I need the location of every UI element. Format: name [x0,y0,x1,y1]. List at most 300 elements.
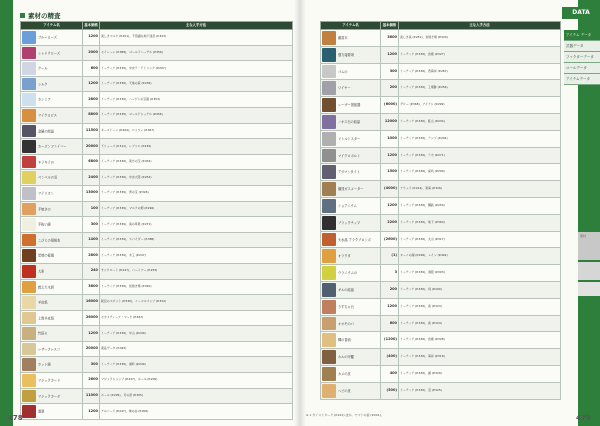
item-price: 300 [83,357,100,373]
item-name: ブルーローズ [38,35,57,40]
item-price: 2800 [83,248,100,264]
item-name: 燃えた木屑 [38,284,54,289]
table-row [321,382,561,399]
item-name: ギルの結晶 [338,287,354,292]
item-source: ミーティア (P.339)、港町 (P.240) [100,357,293,373]
item-price: (1) [381,248,399,265]
item-price: 26000 [83,310,100,326]
item-name: オラクタ [338,254,351,259]
item-price: 1200 [83,404,100,420]
item-name-cell [321,147,381,164]
item-source: セイレーン (P.388)、ゴールドハーデル (P.356) [100,45,293,61]
item-name-cell [321,30,381,47]
section-title-text: 素材の精査 [28,12,61,20]
item-name: ゴムの [338,69,348,74]
item-name-cell [21,201,83,217]
item-thumbnail-icon [322,216,336,230]
item-price: 200 [381,281,399,298]
item-price: 2600 [83,373,100,389]
item-thumbnail-icon [22,78,36,91]
table-row [21,326,293,342]
item-name: レーザー発振器 [338,103,361,108]
item-price: (6000) [381,97,399,114]
item-name: 竹笹セ [38,331,48,336]
side-nav-item[interactable]: 武器データ [564,41,600,52]
item-thumbnail-icon [322,350,336,364]
item-name-cell [21,107,83,123]
item-name: 羊皮紙 [38,300,48,305]
item-price: 20000 [83,341,100,357]
item-name: 翡翠 [38,409,45,414]
item-source: ドリューズ (P.311)、レプリエ (P.245) [100,139,293,155]
item-thumbnail-icon [22,31,36,44]
item-name: 芋焼きの [38,206,51,211]
item-name-cell [321,63,381,80]
item-price: 1200 [83,326,100,342]
item-name: 炭焼の板端 [38,253,54,258]
item-name-cell [321,248,381,265]
table-row [321,97,561,114]
item-thumbnail-icon [22,156,36,169]
item-source: ミーティア (P.339)、森 (P.323) [399,298,561,315]
table-row [21,279,293,295]
header-price: 基本価格 [83,22,100,30]
item-name-cell [321,231,381,248]
item-name-cell [21,388,83,404]
item-source: ミーティア (P.339)、ハーゲンの宝箱 (P.353) [100,92,293,108]
item-source: ミーティア (P.339)、東方の宝 (P.432) [100,154,293,170]
item-source: ミーティア (P.339)、海岸 (P.318) [399,349,561,366]
item-name-cell [21,185,83,201]
item-name: マテリオン [38,191,54,196]
item-name-cell [21,217,83,233]
item-thumbnail-icon [322,300,336,314]
item-source: ミーティア (P.339)、マルクの畑 (P.296) [100,201,293,217]
item-name-cell [21,61,83,77]
table-row [321,365,561,382]
item-source: ミーティア (P.339)、火山 (P.317) [399,231,561,248]
table-row [321,315,561,332]
item-name: マイクロボルト [338,153,361,158]
item-source: ミーティア (P.339)、鉱山 (P.234) [399,113,561,130]
item-source: ミーティア (P.339)、洞窟 (P.303) [399,265,561,282]
item-source: ミーティア (P.339)、ランプ (P.204) [399,130,561,147]
item-name: りすちゃ台 [338,304,354,309]
item-name-cell [321,365,381,382]
item-thumbnail-icon [22,296,36,309]
item-price: 2800 [83,92,100,108]
item-name-cell [321,349,381,366]
item-price: (500) [381,382,399,399]
item-name: ヘビの皮 [338,388,351,393]
item-name: マジックカーボ [38,393,61,398]
item-price: 1200 [83,30,100,46]
item-source: サンクロート (P.247)、パートナー (P.255) [100,263,293,279]
item-price: 1000 [381,130,399,147]
item-name: ワイヤー [338,86,351,91]
item-price: 11000 [83,388,100,404]
item-source: 秘密のスポット (P.530)、ノーマルマップ (P.334) [100,295,293,311]
item-name: 上質羊皮紙 [38,315,54,320]
table-header-row [321,22,561,30]
item-price: 1400 [83,232,100,248]
item-price: 300 [381,63,399,80]
item-name-cell [21,357,83,373]
table-row [21,217,293,233]
table-row [21,170,293,186]
item-price: 200 [381,80,399,97]
item-source: ミーティア (P.339)、青の宝 (P.326) [100,185,293,201]
item-source: ホール (P.205)、月の祭 (P.305) [100,388,293,404]
item-thumbnail-icon [322,317,336,331]
item-price: 3 [381,265,399,282]
item-name-cell [321,382,381,399]
table-row [21,154,293,170]
table-row [321,231,561,248]
table-row [21,295,293,311]
item-thumbnail-icon [322,115,336,129]
side-nav-item[interactable]: アイテムデータ [564,74,600,85]
item-price: 2400 [83,170,100,186]
item-source: ミーティア (P.339)、炭焼き場 (P.320) [100,279,293,295]
side-index-tab-3[interactable] [578,282,600,296]
item-name-cell [321,164,381,181]
item-source: 美しきマルク (P.251)、不思議な地下迷宮 (P.323) [100,30,293,46]
item-source: ミーティア (P.339)、南の草原 (P.271) [100,217,293,233]
table-row [321,63,561,80]
item-name: 強力接着剤 [338,52,354,57]
item-price: 16000 [83,295,100,311]
item-name: ノキス石の結晶 [338,119,361,124]
item-thumbnail-icon [322,31,336,45]
item-price: 3600 [83,279,100,295]
table-row [321,197,561,214]
item-thumbnail-icon [322,249,336,263]
item-source: ミーティア (P.339)、中山 (P.240) [100,326,293,342]
item-name-cell [321,265,381,282]
item-name: マジックカード [38,378,61,383]
left-material-table [20,21,293,420]
item-thumbnail-icon [322,165,336,179]
item-source: 美しき森 (P.251)、炭焼き場 (P.320) [399,30,561,47]
table-row [21,341,293,357]
item-name-cell [21,263,83,279]
item-name-cell [21,170,83,186]
item-price: 600 [83,61,100,77]
item-thumbnail-icon [322,132,336,146]
table-row [321,147,561,164]
item-name-cell [321,214,381,231]
item-name: ホット綿 [38,362,51,367]
book-spine [294,0,306,426]
item-name: レザーフレスコ [38,347,60,352]
item-thumbnail-icon [322,333,336,347]
item-source: ミーティア (P.339)、倉庫 (P.328) [399,332,561,349]
item-thumbnail-icon [322,48,336,62]
item-name: クール [38,66,48,71]
item-source: 素品データ (P.345) [100,341,293,357]
table-row [321,248,561,265]
item-price: 240 [83,263,100,279]
item-thumbnail-icon [22,374,36,387]
item-thumbnail-icon [22,281,36,294]
table-row [21,185,293,201]
item-source: ミーティア (P.339)、倉庫 (P.327) [399,46,561,63]
side-index-label: 素材 [580,234,587,238]
item-name: アダマンタイト [338,170,360,175]
table-row [21,263,293,279]
table-row [321,332,561,349]
table-row [321,349,561,366]
item-price: (2600) [381,231,399,248]
item-source: ミーティア (P.339)、沼 (P.325) [399,382,561,399]
item-name: マイクロビス [38,113,57,118]
item-thumbnail-icon [22,265,36,278]
item-price: 20000 [83,139,100,155]
item-price: 2200 [381,214,399,231]
table-row [21,404,293,420]
item-price: 400 [381,365,399,382]
side-nav-item[interactable]: ファクターデータ [564,52,600,63]
table-row [21,232,293,248]
item-thumbnail-icon [22,125,36,138]
table-row [321,181,561,198]
item-source: ミーティア (P.339)、西海岸 (P.267) [399,63,561,80]
item-name: オオモのパ [338,321,354,326]
item-thumbnail-icon [22,62,36,75]
item-name-cell [21,30,83,46]
item-name-cell [321,130,381,147]
item-price: 600 [381,315,399,332]
item-thumbnail-icon [22,171,36,184]
data-tab[interactable]: DATA [562,7,600,19]
table-row [321,164,561,181]
item-source: ミーティア (P.339)、祠 (P.290) [399,281,561,298]
item-price: 1500 [381,164,399,181]
item-name-cell [21,154,83,170]
item-thumbnail-icon [22,312,36,325]
header-source: 主な入手方法 [399,22,561,30]
item-price: 6800 [83,154,100,170]
item-source: ミーティア (P.339)、ゴールドシュテル (P.456) [100,107,293,123]
item-source: ミーティア (P.339)、地下 (P.360) [399,214,561,231]
item-name-cell [21,92,83,108]
item-name-cell [21,279,83,295]
table-row [321,30,561,47]
item-name: シャドウローズ [38,50,61,55]
item-thumbnail-icon [322,199,336,213]
item-name: 金属の結晶 [38,128,54,133]
item-source: ミーティア (P.339)、天地の蔵 (P.236) [100,76,293,92]
header-source: 主な入手方法 [100,22,293,30]
left-green-bar [0,0,13,426]
table-row [21,30,293,46]
item-source: ミーティア (P.339)、中央大陸 (P.254) [100,170,293,186]
item-price: 1200 [381,147,399,164]
item-thumbnail-icon [22,327,36,340]
item-thumbnail-icon [322,182,336,196]
item-name: 藤香木 [338,35,348,40]
table-row [321,130,561,147]
side-nav [564,30,600,85]
item-thumbnail-icon [322,65,336,79]
item-thumbnail-icon [22,140,36,153]
item-thumbnail-icon [322,81,336,95]
item-name-cell [321,315,381,332]
item-source: ミーティア (P.339)、工場跡 (P.256) [399,80,561,97]
item-price: 2000 [83,45,100,61]
item-name: カメの皮 [338,371,351,376]
table-row [21,248,293,264]
item-name-cell [21,45,83,61]
item-name-cell [21,310,83,326]
item-source: ミーティア (P.339)、湖 (P.320) [399,365,561,382]
item-price: 100 [83,201,100,217]
item-name-cell [321,113,381,130]
table-row [21,201,293,217]
item-price: 8800 [83,107,100,123]
item-name-cell [21,295,83,311]
item-name-cell [321,332,381,349]
item-thumbnail-icon [22,358,36,371]
item-name-cell [21,232,83,248]
item-name: ブラックチップ [338,220,361,225]
item-thumbnail-icon [22,109,36,122]
item-name: キラキラの [38,160,54,165]
item-price: 300 [83,217,100,233]
item-name-cell [21,248,83,264]
item-thumbnail-icon [22,187,36,200]
table-row [21,373,293,389]
item-source: ミーティア (P.339)、スパイダー (P.388) [100,232,293,248]
square-bullet-icon [20,13,25,18]
side-nav-item[interactable]: アイテム データ [564,30,600,41]
item-name: シルク [38,82,48,87]
item-price: (4000) [381,181,399,198]
item-thumbnail-icon [22,343,36,356]
item-price: 1200 [83,76,100,92]
table-row [21,388,293,404]
item-source: セカスティーア・マーク (P.567) [100,310,293,326]
item-name-cell [21,341,83,357]
right-table-body [321,30,561,400]
item-thumbnail-icon [322,384,336,398]
item-price: 11500 [83,123,100,139]
table-row [21,310,293,326]
item-source: ミーティア (P.339)、廃坑 (P.290) [399,164,561,181]
item-thumbnail-icon [22,203,36,216]
item-name: カシミア [38,97,51,102]
item-name-cell [321,197,381,214]
item-thumbnail-icon [322,266,336,280]
left-table-body [21,30,293,420]
table-row [21,61,293,77]
item-name: こびとの屋根糸 [38,238,61,243]
item-source: アウェイ (P.214)、東海 (P.326) [399,181,561,198]
item-thumbnail-icon [322,233,336,247]
page-number-right: 479 [576,414,591,422]
item-source: ミーティア (P.339)、中央ラ・ドトリック (P.297) [100,61,293,77]
item-name: 樽の香油 [338,338,351,343]
item-price: (1200) [381,332,399,349]
item-source: ミーティア (P.339)、森 (P.324) [399,315,561,332]
table-row [21,92,293,108]
table-row [21,107,293,123]
item-thumbnail-icon [22,218,36,231]
item-name-cell [21,139,83,155]
item-name: 火水晶 アラクブロンズ [338,237,371,242]
item-name: ホルの甲羅 [338,355,354,360]
item-price: 13000 [83,185,100,201]
table-row [21,123,293,139]
item-thumbnail-icon [322,149,336,163]
side-nav-item[interactable]: ロールデータ [564,63,600,74]
item-price: (400) [381,349,399,366]
item-name: 大車 [38,269,45,274]
page-number-left: 478 [8,414,23,422]
side-index-tab[interactable] [578,232,600,260]
item-thumbnail-icon [22,234,36,247]
right-material-table [320,21,561,400]
item-price: 1200 [381,298,399,315]
table-row [321,80,561,97]
item-name-cell [21,326,83,342]
table-row [21,45,293,61]
item-name-cell [321,181,381,198]
table-row [321,265,561,282]
item-name: ペンベルの羽 [38,175,58,180]
header-name: アイテム名 [321,22,381,30]
item-name: ショアニウム [338,203,357,208]
item-thumbnail-icon [22,249,36,262]
item-name: リトルトスター [338,136,361,141]
footnote: ※ 1 ガイストターク (P.221) ほか。ヤマトの宿 (P.241)。 [306,413,384,417]
item-thumbnail-icon [22,390,36,403]
item-name-cell [21,76,83,92]
table-row [321,298,561,315]
item-name: 手抜い綿 [38,222,51,227]
item-name-cell [21,373,83,389]
item-thumbnail-icon [22,93,36,106]
item-price: 1200 [381,197,399,214]
header-name: アイテム名 [21,22,83,30]
table-row [321,46,561,63]
item-name-cell [321,80,381,97]
item-source: グロー (P.368)、アイアン (P.299) [399,97,561,114]
item-name-cell [321,281,381,298]
item-price: 12000 [381,113,399,130]
item-thumbnail-icon [322,367,336,381]
item-source: ミーティア (P.339)、木工 (P.247) [100,248,293,264]
item-thumbnail-icon [322,98,336,112]
item-source: マジックショップ (P.247)、ホール (P.205) [100,373,293,389]
item-name-cell [321,46,381,63]
item-thumbnail-icon [22,405,36,418]
table-row [21,357,293,373]
section-title [20,11,61,20]
item-source: ヌーノの湖 (P.296)、レイン (P.402) [399,248,561,265]
item-name: カーボンファイバー [38,144,67,149]
item-source: アルバーズ (P.247)、神の谷 (P.206) [100,404,293,420]
item-name-cell [21,404,83,420]
side-index-tab-2[interactable] [578,262,600,280]
item-name: 爆烈ガスメーター [338,187,364,192]
item-name-cell [321,298,381,315]
table-row [21,76,293,92]
item-source: ミーティア (P.339)、ラボ (P.271) [399,147,561,164]
table-header-row [21,22,293,30]
item-name-cell [321,97,381,114]
